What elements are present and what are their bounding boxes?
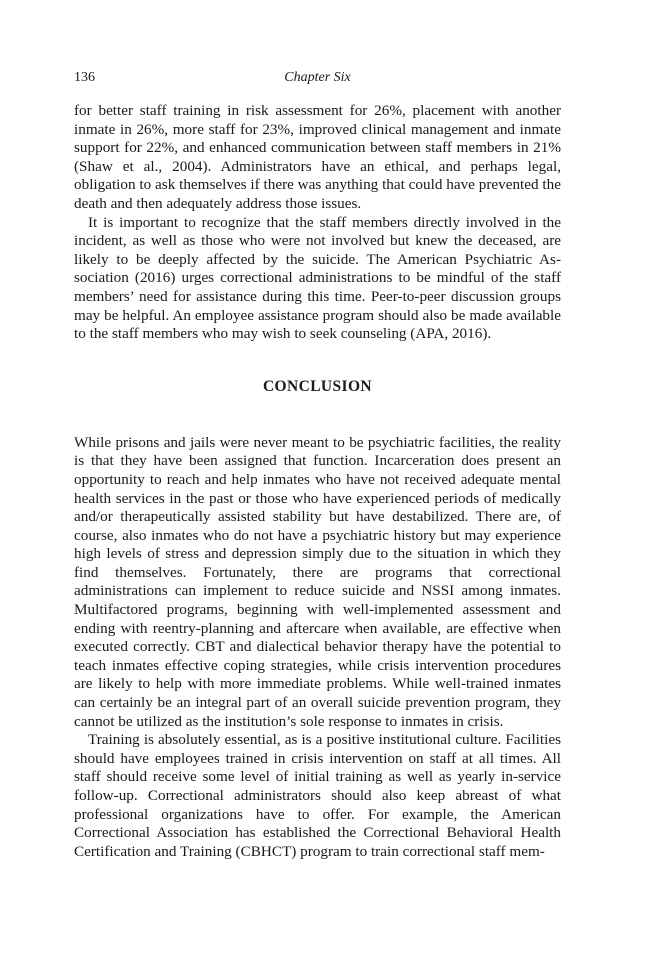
paragraph-continued: for better staff training in risk assessment for 26%, placement with another inmate in 26%, more staff for 23%, improved clinical management and inmate support for 22%, and enhanced communication between staff members in 21% (Shaw et al., 2004). Administrators have an ethical, and perhaps legal, obligation to ask themselves if there was anything that could have prevented the death and then adequately address those issues. (74, 102, 561, 212)
page-number: 136 (74, 70, 95, 85)
paragraph-staff-support: It is important to recognize that the staff members directly involved in the incident, as well as those who were not involved but knew the deceased, are likely to be deeply affected by the suicide. The American Psychiatric Association (2016) urges correctional administrations to be mindful of the staff members’ need for assistance during this time. Peer-to-peer discussion groups may be helpful. An employee assistance program should also be made available to the staff members who may wish to seek counseling (APA, 2016). (74, 213, 561, 343)
book-page (74, 68, 561, 861)
section-heading-wrapper (74, 377, 561, 397)
section-heading-conclusion: CONCLUSION (262, 377, 373, 395)
running-head (74, 68, 561, 88)
chapter-title: Chapter Six (284, 70, 351, 85)
paragraph-training: Training is absolutely essential, as is a positive institutional culture. Facilities should have employees trained in crisis intervention on staff at all times. All staff should receive some level of initial training as well as yearly in-service follow-up. Correctional administrators should also keep abreast of what professional organizations have to offer. For example, the American Correctional Association has established the Correctional Behavioral Health Certification and Training (CBHCT) program to train correctional staff mem- (74, 731, 561, 860)
body-text (74, 102, 561, 861)
paragraph-conclusion-intro: While prisons and jails were never meant to be psychiatric facilities, the reality is that they have been assigned that function. Incarceration does present an opportunity to reach and help inmates who have not received adequate mental health services in the past or those who have experienced periods of medically and/or therapeutically assisted stability but have destabilized. There are, of course, also inmates who do not have a psychiatric history but may experience high levels of stress and depression simply due to the situation in which they find themselves. Fortunately, there are programs that correctional administrations can implement to reduce suicide and NSSI among inmates. Multifactored programs, beginning with well-implemented assessment and ending with reentry-planning and aftercare when available, are effective when executed correctly. CBT and dialectical behavior therapy have the potential to teach inmates effective coping strategies, while crisis intervention procedures are likely to help with more immediate problems. While well-trained inmates can certainly be an integral part of an overall suicide prevention program, they cannot be utilized as the institution’s sole response to inmates in crisis. (74, 433, 561, 730)
